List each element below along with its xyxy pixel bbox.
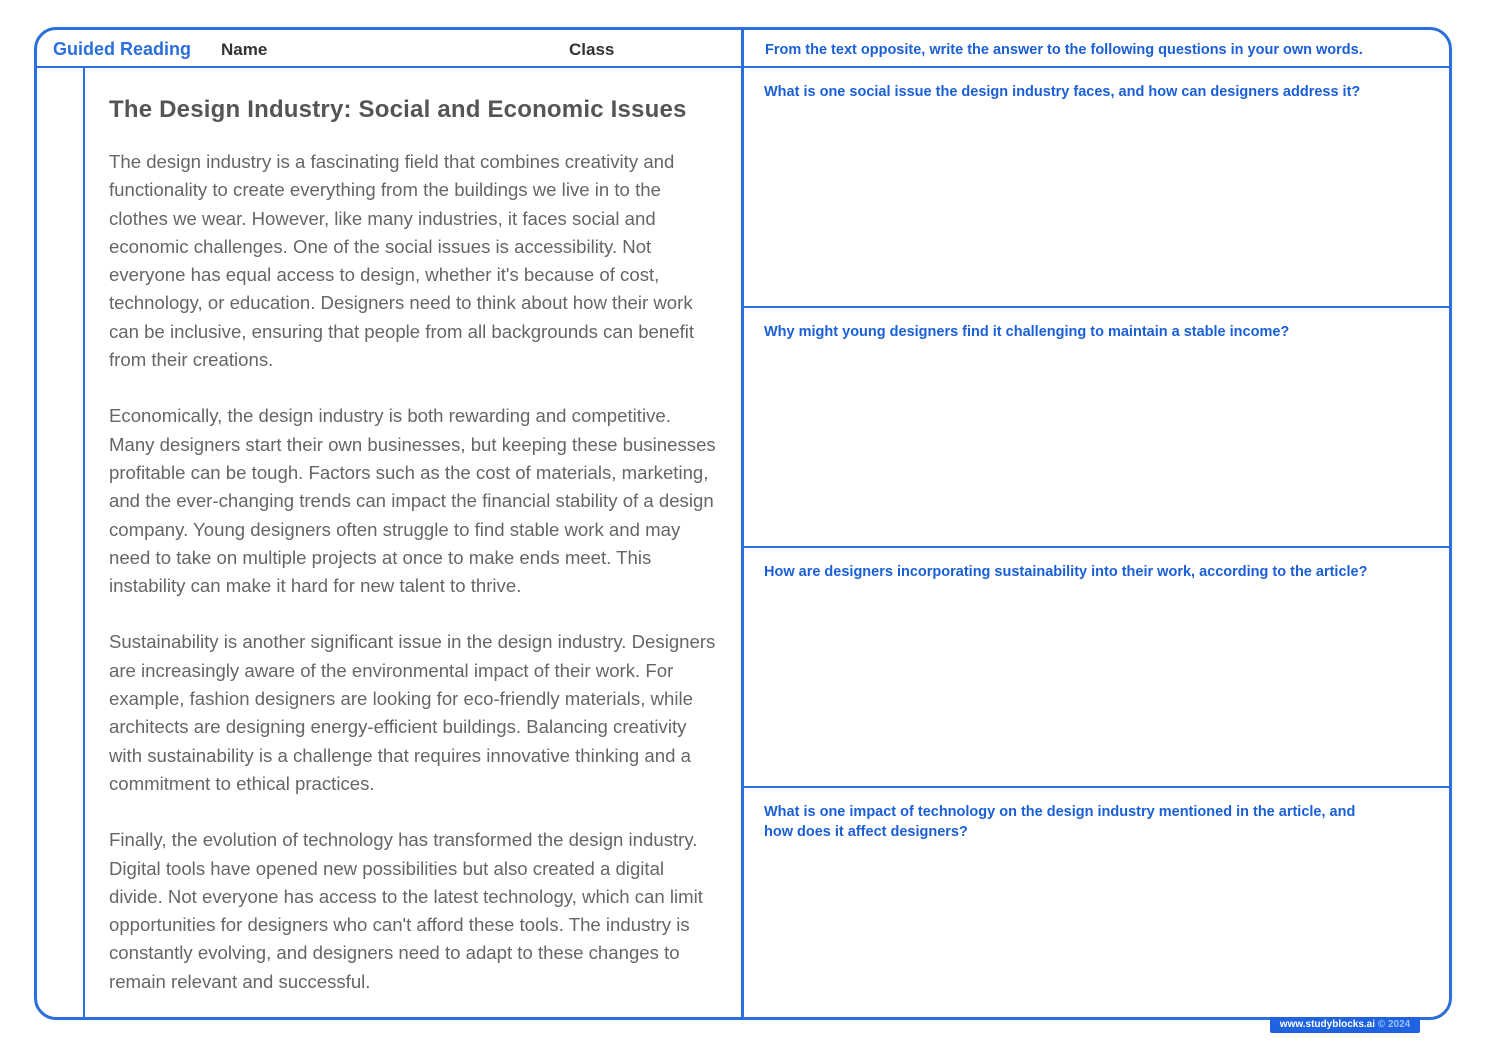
- footer-site: www.studyblocks.ai: [1279, 1019, 1376, 1030]
- class-label: Class: [569, 40, 615, 59]
- article-paragraph-4: Finally, the evolution of technology has transformed the design industry. Digital tools have opened new possibilities but also created a digital divide. Not everyone has access to the latest technology, which can limit opportunities for designers who can't afford these tools. The industry is constantly evolving, and designers need to adapt to these changes to remain relevant and successful.: [109, 829, 703, 992]
- reading-pane: [37, 30, 744, 1017]
- questions-pane: [744, 30, 1449, 1017]
- question-box-3[interactable]: [744, 548, 1449, 788]
- article-paragraph-2: Economically, the design industry is both rewarding and competitive. Many designers start their own businesses, but keeping these businesses profitable can be tough. Factors such as the cost of materials, marketing, and the ever-changing trends can impact the financial stability of a design company. Young designers often struggle to find stable work and may need to take on multiple projects at once to make ends meet. This instability can make it hard for new talent to thrive.: [109, 405, 716, 597]
- instructions-text: From the text opposite, write the answer to the following questions in your own words.: [744, 30, 1449, 68]
- question-1-text: What is one social issue the design industry faces, and how can designers address it?: [764, 84, 1361, 100]
- question-2-text: Why might young designers find it challenging to maintain a stable income?: [764, 324, 1290, 340]
- question-box-2[interactable]: [744, 308, 1449, 548]
- question-box-4[interactable]: [744, 788, 1449, 1020]
- worksheet-frame: [34, 27, 1452, 1020]
- worksheet-title: Guided Reading: [53, 39, 192, 59]
- margin-divider: [83, 68, 85, 1017]
- question-3-text: How are designers incorporating sustainability into their work, according to the article?: [764, 564, 1368, 580]
- article-title: The Design Industry: Social and Economic Issues: [109, 96, 687, 123]
- footer-credit-badge: [1270, 1017, 1420, 1033]
- question-box-1[interactable]: [744, 68, 1449, 308]
- name-label: Name: [221, 40, 268, 59]
- article: [109, 96, 719, 1024]
- worksheet-header: [37, 30, 741, 68]
- question-4-text: What is one impact of technology on the design industry mentioned in the article, and how does it affect designers?: [764, 804, 1356, 840]
- footer-year: © 2024: [1377, 1019, 1411, 1030]
- article-paragraph-1: The design industry is a fascinating field that combines creativity and functionality to create everything from the buildings we live in to the clothes we wear. However, like many industries, it faces social and economic challenges. One of the social issues is accessibility. Not everyone has equal access to design, whether it's because of cost, technology, or education. Designers need to think about how their work can be inclusive, ensuring that people from all backgrounds can benefit from their creations.: [109, 151, 695, 371]
- article-paragraph-3: Sustainability is another significant issue in the design industry. Designers are increasingly aware of the environmental impact of their work. For example, fashion designers are looking for eco-friendly materials, while architects are designing energy-efficient buildings. Balancing creativity with sustainability is a challenge that requires innovative thinking and a commitment to ethical practices.: [109, 631, 716, 794]
